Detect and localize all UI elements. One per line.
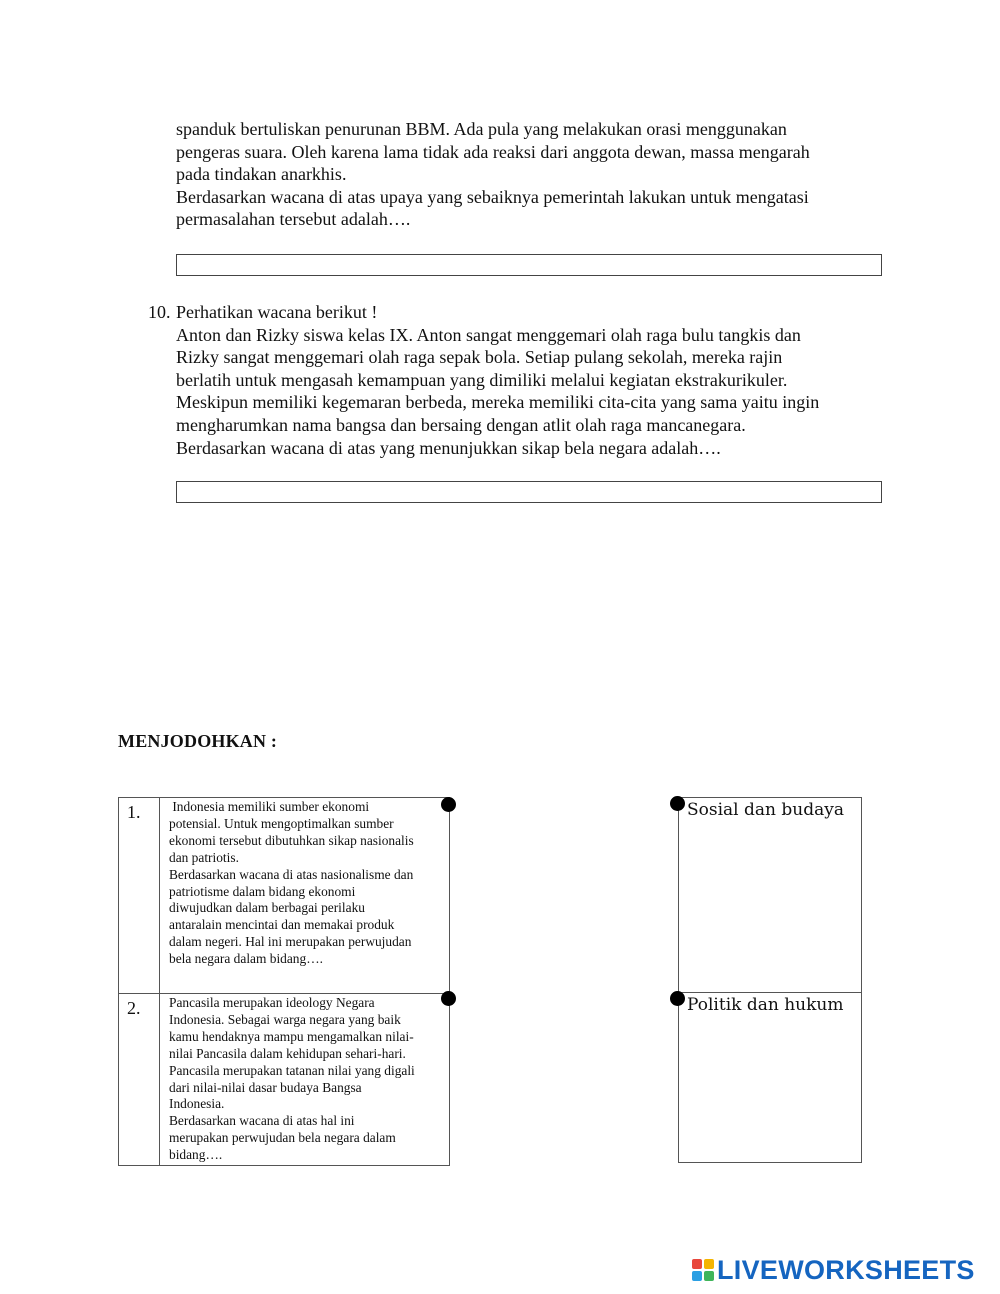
item-line: Indonesia. Sebagai warga negara yang baik [169, 1011, 401, 1027]
matching-row-1 [119, 798, 450, 994]
matching-heading: MENJODOHKAN : [118, 731, 278, 751]
passage-line: pengeras suara. Oleh karena lama tidak ada reaksi dari anggota dewan, massa mengarah [176, 141, 810, 162]
item-line: Berdasarkan wacana di atas nasionalisme dan [169, 866, 414, 882]
item-line: dalam negeri. Hal ini merupakan perwujudan [169, 934, 412, 950]
question-10-number: 10. [148, 302, 171, 322]
answer-input-9[interactable] [176, 254, 882, 276]
item-number: 1. [119, 798, 160, 994]
logo-text: LIVEWORKSHEETS [717, 1254, 975, 1285]
logo-square [692, 1259, 702, 1269]
matching-questions-table [118, 797, 450, 1166]
match-option-2: Politik dan hukum [678, 992, 862, 1163]
passage-line: Anton dan Rizky siswa kelas IX. Anton sangat menggemari olah raga bulu tangkis dan [176, 324, 801, 345]
item-line: Berdasarkan wacana di atas hal ini [169, 1113, 355, 1129]
logo-square [704, 1259, 714, 1269]
match-dot-left-1[interactable] [441, 797, 456, 812]
passage-line: berlatih untuk mengasah kemampuan yang dimiliki melalui kegiatan ekstrakurikuler. [176, 369, 788, 390]
item-text [160, 994, 450, 1166]
item-line: diwujudkan dalam berbagai perilaku [169, 900, 365, 916]
passage-line: Rizky sangat menggemari olah raga sepak bola. Setiap pulang sekolah, mereka rajin [176, 347, 783, 368]
logo-squares-icon [692, 1259, 714, 1281]
passage-line: mengharumkan nama bangsa dan bersaing dengan atlit olah raga mancanegara. [176, 414, 746, 435]
item-line: ekonomi tersebut dibutuhkan sikap nasionalis [169, 832, 414, 848]
question-10-passage [176, 301, 896, 459]
logo-square [692, 1271, 702, 1281]
question-9-passage [176, 118, 896, 231]
passage-line: spanduk bertuliskan penurunan BBM. Ada pula yang melakukan orasi menggunakan [176, 119, 787, 139]
item-line: bela negara dalam bidang…. [169, 951, 323, 967]
passage-line: Berdasarkan wacana di atas yang menunjukkan sikap bela negara adalah…. [176, 437, 721, 458]
item-line: Indonesia. [169, 1096, 225, 1112]
item-line: patriotisme dalam bidang ekonomi [169, 883, 356, 899]
matching-row-2 [119, 994, 450, 1166]
passage-line: permasalahan tersebut adalah…. [176, 209, 411, 230]
match-option-1: Sosial dan budaya [678, 797, 862, 993]
item-line: Pancasila merupakan tatanan nilai yang digali [169, 1062, 415, 1078]
logo-square [704, 1271, 714, 1281]
item-line: dan patriotis. [169, 849, 239, 865]
item-text [160, 798, 450, 994]
item-line: merupakan perwujudan bela negara dalam [169, 1130, 396, 1146]
item-line: antaralain mencintai dan memakai produk [169, 917, 395, 933]
passage-line: Perhatikan wacana berikut ! [176, 302, 378, 322]
passage-line: Meskipun memiliki kegemaran berbeda, mereka memiliki cita-cita yang sama yaitu ingin [176, 392, 820, 413]
match-dot-right-1[interactable] [670, 796, 685, 811]
match-dot-right-2[interactable] [670, 991, 685, 1006]
item-line: kamu hendaknya mampu mengamalkan nilai- [169, 1028, 414, 1044]
match-dot-left-2[interactable] [441, 991, 456, 1006]
item-line: Pancasila merupakan ideology Negara [169, 995, 375, 1010]
item-line: potensial. Untuk mengoptimalkan sumber [169, 815, 394, 831]
item-line: dari nilai-nilai dasar budaya Bangsa [169, 1079, 362, 1095]
passage-line: Berdasarkan wacana di atas upaya yang sebaiknya pemerintah lakukan untuk mengatasi [176, 186, 809, 207]
answer-input-10[interactable] [176, 481, 882, 503]
liveworksheets-logo [692, 1254, 975, 1286]
passage-line: pada tindakan anarkhis. [176, 164, 347, 185]
item-number: 2. [119, 994, 160, 1166]
item-line: Indonesia memiliki sumber ekonomi [169, 799, 370, 814]
item-line: nilai Pancasila dalam kehidupan sehari-hari. [169, 1045, 406, 1061]
item-line: bidang…. [169, 1147, 223, 1163]
